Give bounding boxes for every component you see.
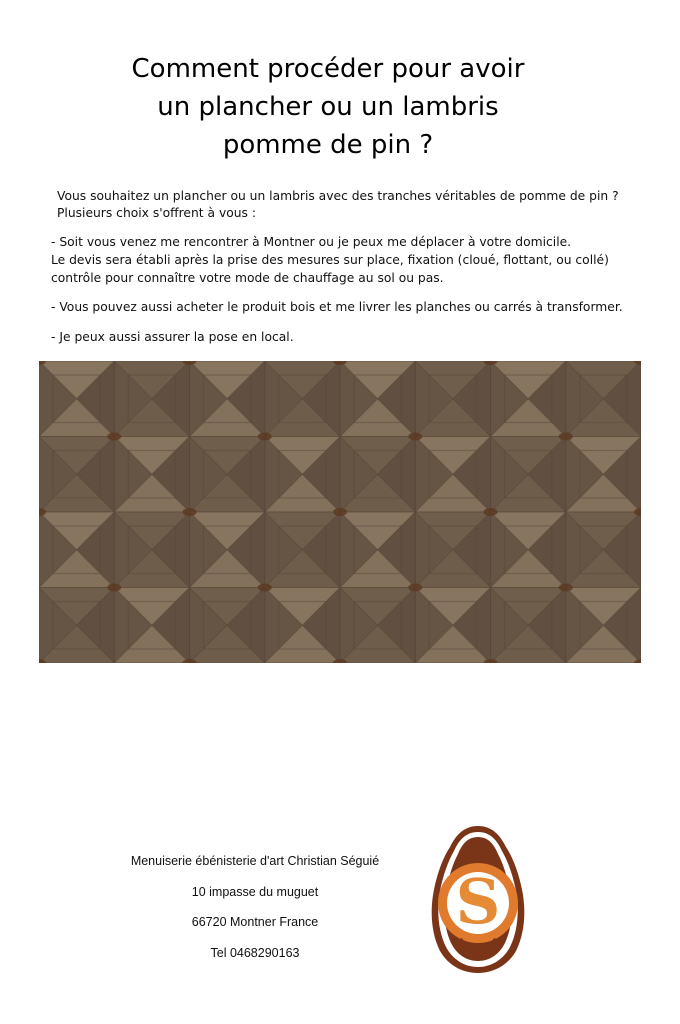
parquet-tile — [340, 361, 415, 437]
parquet-tile — [415, 512, 490, 588]
parquet-tile — [265, 512, 340, 588]
parquet-tile — [190, 588, 265, 664]
parquet-floor-photo — [39, 361, 641, 663]
option-installation-paragraph — [51, 328, 661, 346]
phone-number: Tel 0468290163 — [210, 945, 300, 960]
pine-cone-insert — [258, 584, 272, 592]
parquet-tile — [340, 588, 415, 664]
parquet-tile — [265, 437, 340, 513]
pine-cone-insert — [559, 433, 573, 441]
city-address: 66720 Montner France — [191, 915, 319, 929]
parquet-tile — [190, 512, 265, 588]
parquet-tile — [566, 437, 641, 513]
parquet-tile — [39, 588, 114, 664]
parquet-tile — [114, 588, 189, 664]
parquet-tile — [415, 588, 490, 664]
parquet-tile — [491, 512, 566, 588]
parquet-tile — [114, 361, 189, 437]
parquet-tile — [566, 512, 641, 588]
pine-cone-insert — [258, 433, 272, 441]
parquet-tile — [265, 588, 340, 664]
option-1-line-2: Le devis sera établi après la prise des mesures sur place, fixation (cloué, flottant, ou collé) — [51, 253, 609, 267]
title-line-3: pomme de pin ? — [222, 130, 434, 160]
pine-cone-insert — [107, 584, 121, 592]
parquet-tile — [39, 512, 114, 588]
parquet-tile — [190, 361, 265, 437]
option-1-line-3: contrôle pour connaître votre mode de chauffage au sol ou pas. — [51, 271, 444, 285]
pine-cone-insert — [333, 508, 347, 516]
parquet-tile — [566, 361, 641, 437]
parquet-tile — [491, 588, 566, 664]
svg-text:S: S — [455, 865, 501, 938]
street-address: 10 impasse du muguet — [191, 884, 319, 899]
parquet-tile — [114, 512, 189, 588]
intro-line-1: Vous souhaitez un plancher ou un lambris avec des tranches véritables de pomme de pin ? — [57, 189, 619, 203]
title-line-1: Comment procéder pour avoir — [131, 54, 525, 84]
logo-icon — [430, 823, 526, 975]
parquet-tile — [190, 437, 265, 513]
parquet-tile — [491, 437, 566, 513]
option-2-text: - Vous pouvez aussi acheter le produit bois et me livrer les planches ou carrés à transformer. — [51, 300, 623, 314]
contact-block — [100, 851, 410, 973]
parquet-tile — [340, 512, 415, 588]
title-line-2: un plancher ou un lambris — [157, 92, 499, 122]
pine-cone-insert — [408, 433, 422, 441]
option-on-site-paragraph — [51, 233, 661, 287]
pine-cone-monogram-logo — [430, 823, 526, 975]
parquet-tile — [39, 437, 114, 513]
parquet-tile — [491, 361, 566, 437]
page-title — [100, 50, 556, 164]
option-1-line-1: - Soit vous venez me rencontrer à Montner ou je peux me déplacer à votre domicile. — [51, 235, 572, 249]
pine-cone-insert — [183, 508, 197, 516]
intro-paragraph — [57, 188, 657, 222]
pine-cone-insert — [484, 508, 498, 516]
pine-cone-insert — [107, 433, 121, 441]
intro-line-2: Plusieurs choix s'offrent à vous : — [57, 206, 257, 220]
company-name: Menuiserie ébénisterie d'art Christian Séguié — [130, 854, 380, 868]
parquet-tile — [265, 361, 340, 437]
pine-cone-insert — [408, 584, 422, 592]
parquet-tile — [39, 361, 114, 437]
parquet-tile — [114, 437, 189, 513]
option-3-text: - Je peux aussi assurer la pose en local. — [51, 330, 294, 344]
parquet-tile — [340, 437, 415, 513]
parquet-tile — [566, 588, 641, 664]
parquet-tile — [415, 437, 490, 513]
option-buy-product-paragraph — [51, 298, 661, 316]
pine-cone-insert — [559, 584, 573, 592]
parquet-tile — [415, 361, 490, 437]
parquet-pattern — [39, 361, 641, 663]
